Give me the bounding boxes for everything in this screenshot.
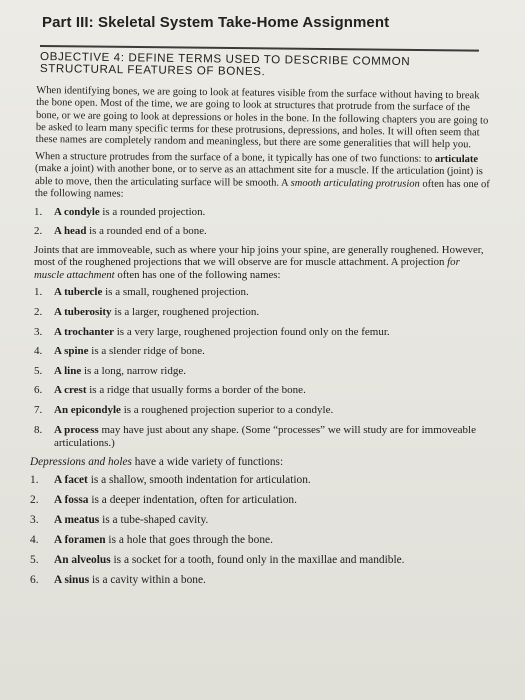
list-item: 7. An epicondyle is a roughened projection superior to a condyle. bbox=[34, 404, 334, 417]
muscle-attachment-paragraph: Joints that are immoveable, such as where your hip joins your spine, are generally roughened. However, most of the roughened projections that we will observe are for muscle attachment. A projection for muscle attachment often has one of the following names: bbox=[34, 243, 484, 281]
objective-heading: OBJECTIVE 4: DEFINE TERMS USED TO DESCRIBE COMMON STRUCTURAL FEATURES OF BONES. bbox=[39, 50, 411, 79]
list-item: 3. A meatus is a tube-shaped cavity. bbox=[30, 513, 209, 526]
list-item: 6. A sinus is a cavity within a bone. bbox=[30, 573, 206, 586]
muscle-terms-list bbox=[34, 286, 491, 449]
list-item: 5. A line is a long, narrow ridge. bbox=[34, 364, 186, 377]
list-item: 1. A condyle is a rounded projection. bbox=[34, 205, 206, 218]
list-item: 2. A head is a rounded end of a bone. bbox=[34, 224, 207, 237]
depressions-paragraph: Depressions and holes have a wide variety of functions: bbox=[30, 456, 284, 469]
list-item: 4. A spine is a slender ridge of bone. bbox=[34, 345, 205, 358]
list-item: 2. A tuberosity is a larger, roughened projection. bbox=[34, 306, 260, 319]
intro-paragraph: When identifying bones, we are going to look at features visible from the surface without having to break the bone open. Most of the time, we are going to look at structures that protrude from the surface of the bone, or we are going to look at depressions or holes in the bone. In the following chapters you are going to be asked to learn many specific terms for these protrusions, depressions, and holes. It will often seem that these names are completely random and meaningless, but there are some generalities that will help you. bbox=[35, 85, 489, 151]
list-item: 2. A fossa is a deeper indentation, often for articulation. bbox=[30, 493, 297, 506]
articulating-terms-list bbox=[34, 206, 491, 238]
list-item: 5. An alveolus is a socket for a tooth, found only in the maxillae and mandible. bbox=[30, 553, 405, 566]
depression-terms-list bbox=[30, 473, 491, 587]
list-item: 1. A facet is a shallow, smooth indentation for articulation. bbox=[30, 473, 311, 486]
page-title: Part III: Skeletal System Take-Home Assignment bbox=[42, 14, 390, 31]
list-item: 8. A process may have just about any shape. (Some “processes” we will study are for immoveable articulations.) bbox=[34, 423, 476, 449]
list-item: 3. A trochanter is a very large, roughened projection found only on the femur. bbox=[34, 325, 390, 338]
list-item: 1. A tubercle is a small, roughened projection. bbox=[34, 286, 249, 299]
list-item: 6. A crest is a ridge that usually forms a border of the bone. bbox=[34, 384, 306, 397]
protrusion-paragraph: When a structure protrudes from the surface of a bone, it typically has one of two functions: to articulate (make a joint) with another bone, or to serve as an attachment site for a muscle. If the articulation (joint) is able to move, then the articulating surface will be smooth. A smooth articulating protrusion often has one of the following names: bbox=[34, 151, 490, 200]
list-item: 4. A foramen is a hole that goes through the bone. bbox=[30, 533, 273, 546]
